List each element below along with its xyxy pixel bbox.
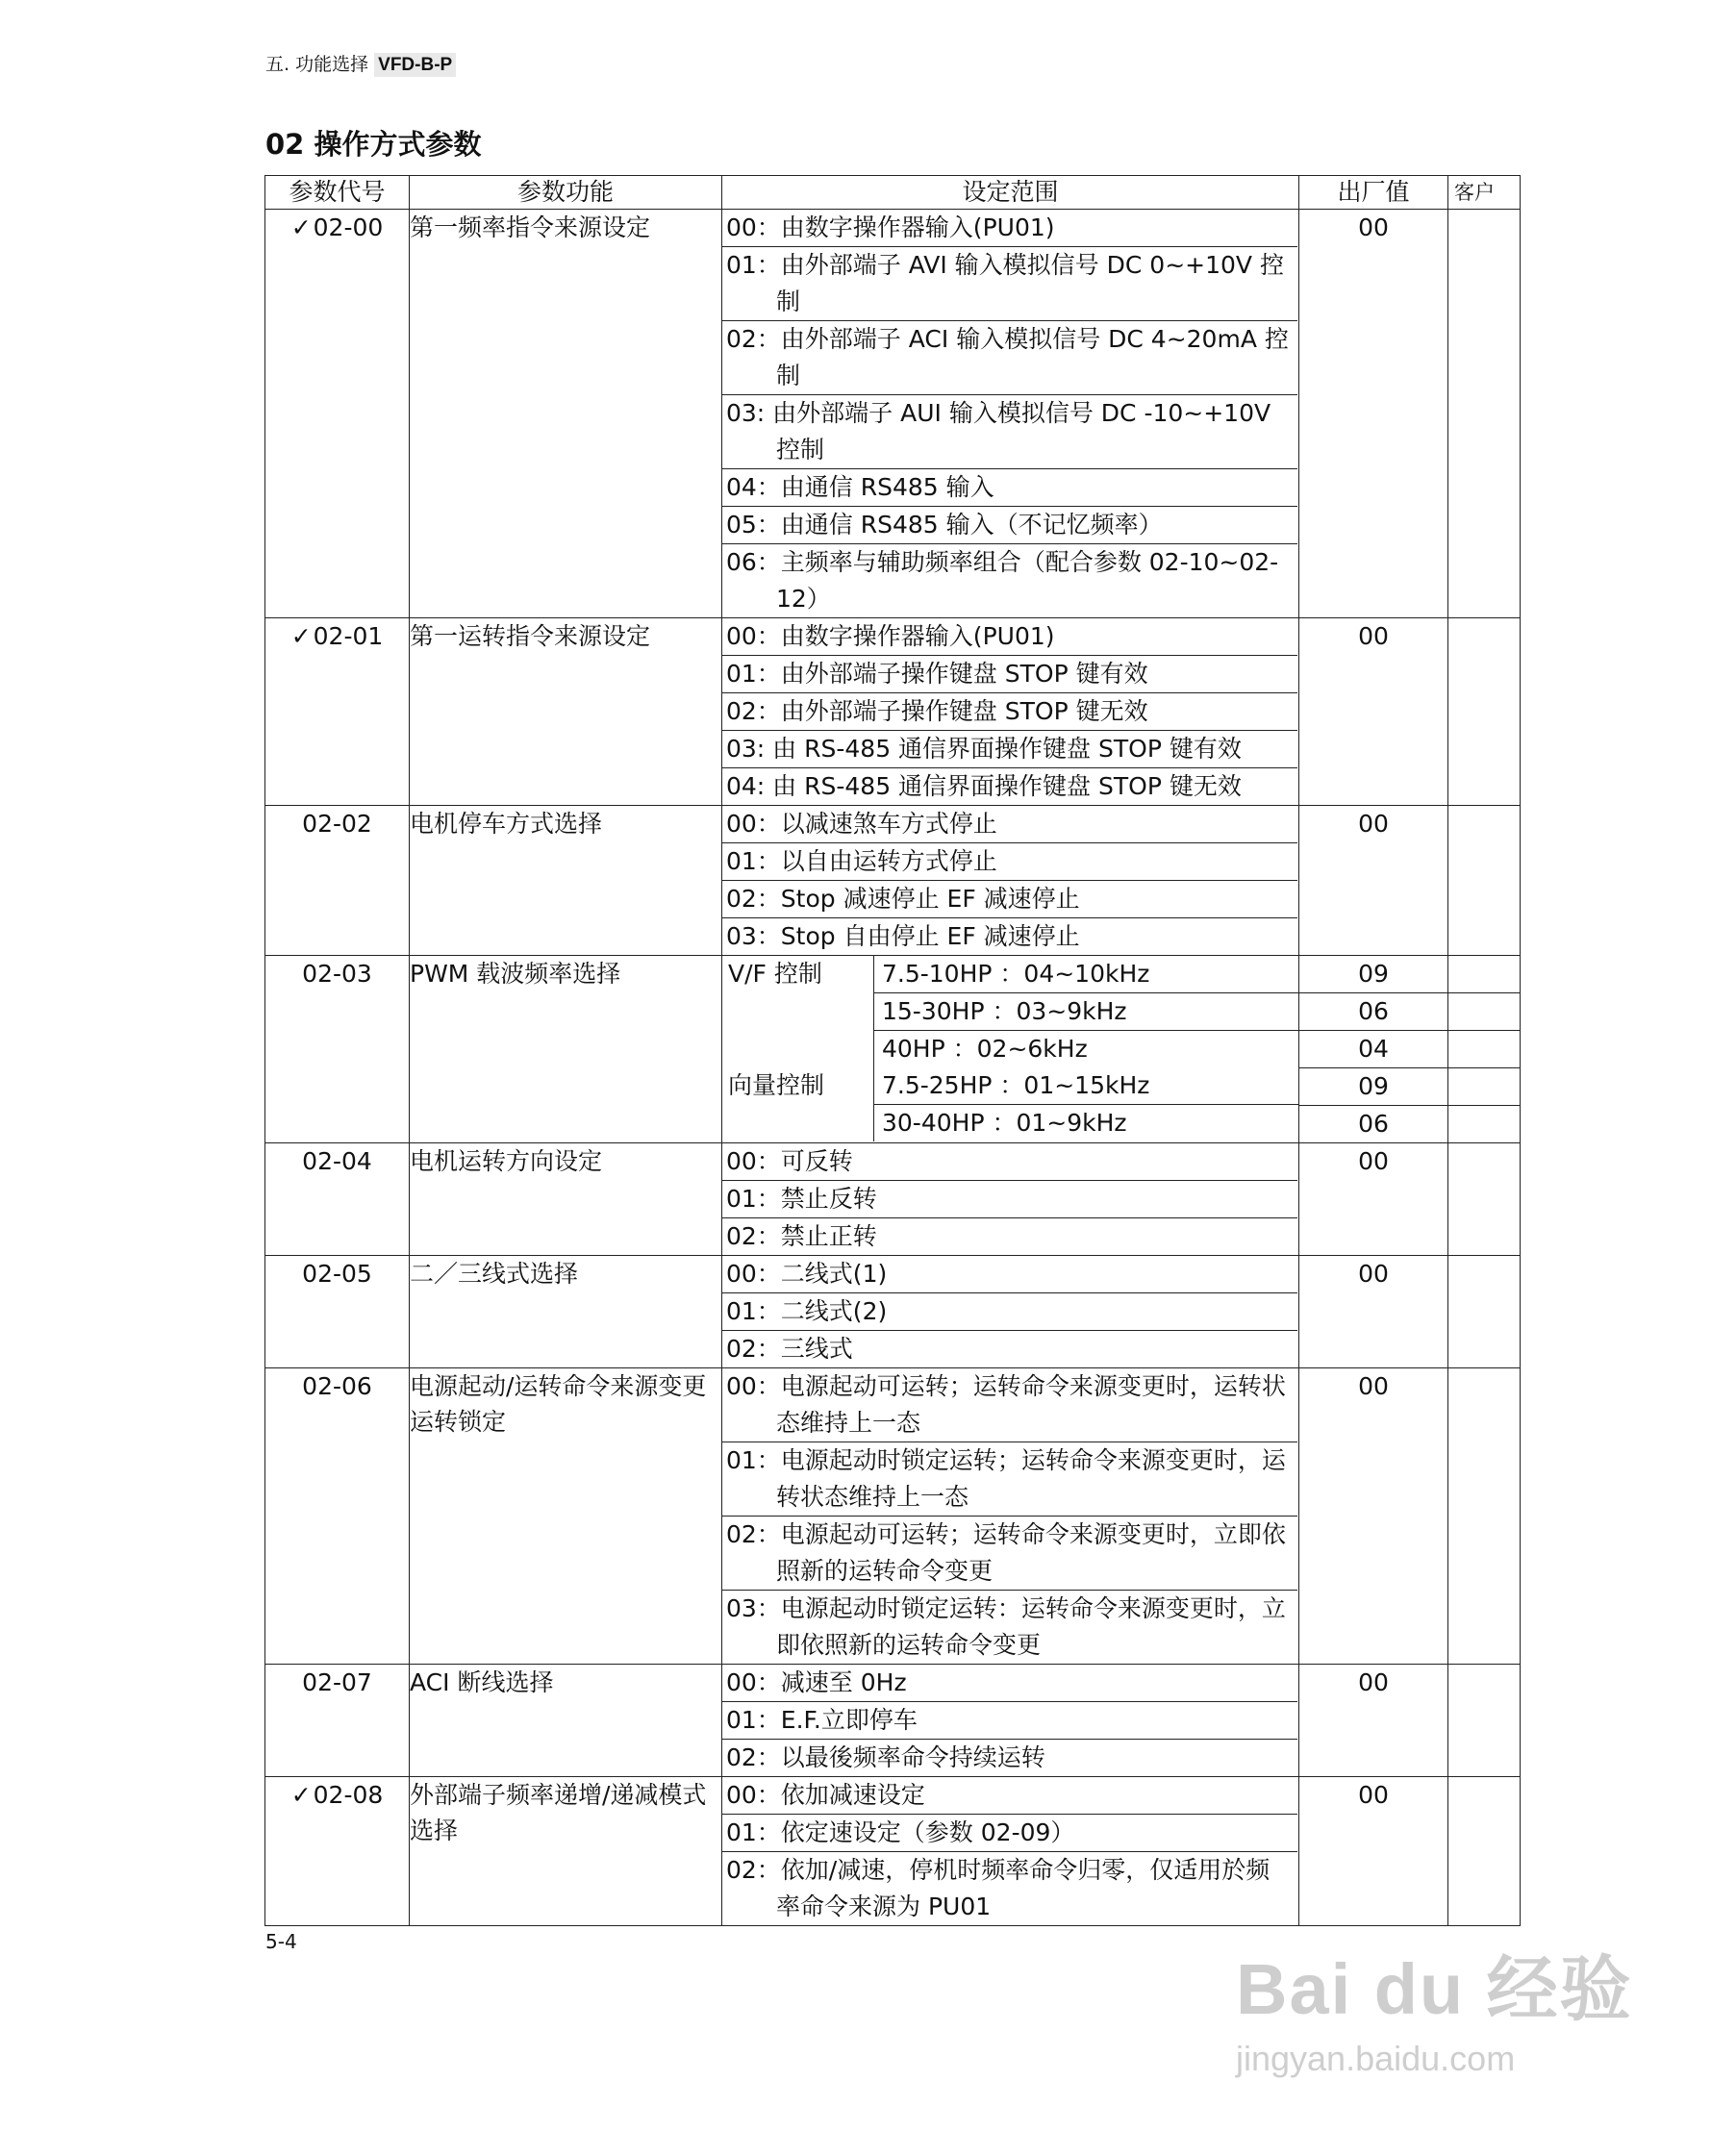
carrier-range: 40HP ：02~6kHz	[882, 1035, 1088, 1063]
param-code-text: 02-02	[302, 810, 372, 838]
param-range	[722, 210, 1299, 618]
range-option: 01：由外部端子操作键盘 STOP 键有效	[722, 656, 1297, 693]
param-function: 第一频率指令来源设定	[410, 210, 722, 618]
range-option: 03: 由 RS-485 通信界面操作键盘 STOP 键有效	[722, 731, 1297, 768]
table-header-row	[265, 176, 1521, 210]
param-factory-value: 00	[1299, 618, 1448, 806]
param-code	[265, 618, 410, 806]
param-range	[722, 956, 1299, 1143]
range-option: 02：依加/减速，停机时频率命令归零，仅适用於频率命令来源为 PU01	[726, 1856, 1271, 1920]
param-range	[722, 1368, 1299, 1665]
factory-value: 09	[1299, 956, 1447, 993]
param-code-text: 02-08	[313, 1781, 384, 1809]
customer-value	[1448, 210, 1521, 618]
range-option: 01：电源起动时锁定运转；运转命令来源变更时，运转状态维持上一态	[722, 1442, 1297, 1517]
range-option: 00：由数字操作器输入(PU01)	[722, 618, 1297, 656]
customer-value	[1448, 956, 1521, 1143]
customer-cell	[1448, 993, 1520, 1031]
param-code-text: 02-06	[302, 1372, 372, 1400]
page-header	[265, 50, 456, 76]
range-option: 03：电源起动时锁定运转：运转命令来源变更时，立即依照新的运转命令变更	[726, 1594, 1286, 1659]
table-row	[265, 806, 1521, 956]
runtime-editable-icon: ✓	[290, 622, 312, 650]
table-row	[265, 1665, 1521, 1777]
page-number: 5-4	[265, 1930, 297, 1953]
param-code	[265, 1665, 410, 1777]
table-row	[265, 210, 1521, 618]
runtime-editable-icon: ✓	[290, 1781, 312, 1809]
header-model: VFD-B-P	[374, 53, 456, 77]
parameter-table	[264, 175, 1521, 1926]
param-function: 第一运转指令来源设定	[410, 618, 722, 806]
param-function: 电源起动/运转命令来源变更运转锁定	[410, 1368, 722, 1665]
param-range	[722, 618, 1299, 806]
param-code-text: 02-00	[313, 213, 384, 241]
customer-cell	[1448, 1106, 1520, 1142]
customer-value	[1448, 1665, 1521, 1777]
range-option: 02：电源起动可运转；运转命令来源变更时，立即依照新的运转命令变更	[722, 1517, 1297, 1591]
param-code-text: 02-01	[313, 622, 384, 650]
customer-value	[1448, 806, 1521, 956]
watermark-url: jingyan.baidu.com	[1236, 2039, 1516, 2078]
param-factory-value: 00	[1299, 1665, 1448, 1777]
column-header-range: 设定范围	[722, 176, 1299, 210]
param-factory-value	[1299, 956, 1448, 1143]
range-option: 00：依加减速设定	[722, 1777, 1297, 1815]
range-option: 02：禁止正转	[726, 1222, 877, 1250]
header-section: 五. 功能选择	[265, 54, 369, 75]
table-row	[265, 618, 1521, 806]
param-factory-value: 00	[1299, 1368, 1448, 1665]
param-code	[265, 210, 410, 618]
customer-cell	[1448, 956, 1520, 993]
range-option: 01：由外部端子 AVI 输入模拟信号 DC 0~+10V 控制	[722, 247, 1297, 321]
range-option: 04：由通信 RS485 输入	[722, 469, 1297, 507]
param-function: 电机运转方向设定	[410, 1143, 722, 1256]
param-code	[265, 1256, 410, 1368]
param-function: 外部端子频率递增/递减模式选择	[410, 1777, 722, 1926]
range-option: 02：以最後频率命令持续运转	[726, 1743, 1045, 1771]
factory-value: 09	[1299, 1068, 1447, 1106]
range-option: 02：由外部端子 ACI 输入模拟信号 DC 4~20mA 控制	[722, 321, 1297, 395]
page-title: 02 操作方式参数	[265, 128, 482, 161]
range-option: 04: 由 RS-485 通信界面操作键盘 STOP 键无效	[726, 772, 1242, 800]
vector-control-group	[722, 1067, 1298, 1141]
column-header-function: 参数功能	[410, 176, 722, 210]
param-range	[722, 806, 1299, 956]
customer-cell	[1448, 1031, 1520, 1068]
param-function: ACI 断线选择	[410, 1665, 722, 1777]
runtime-editable-icon: ✓	[290, 213, 312, 241]
param-range	[722, 1777, 1299, 1926]
range-option: 02：Stop 减速停止 EF 减速停止	[722, 881, 1297, 918]
customer-cell	[1448, 1068, 1520, 1106]
customer-value	[1448, 618, 1521, 806]
range-option: 00：减速至 0Hz	[722, 1665, 1297, 1702]
param-code-text: 02-03	[302, 960, 372, 988]
param-factory-value: 00	[1299, 1256, 1448, 1368]
param-range	[722, 1256, 1299, 1368]
column-header-code: 参数代号	[265, 176, 410, 210]
carrier-range: 7.5-25HP ：01~15kHz	[874, 1067, 1298, 1105]
watermark-logo: Bai du 经验	[1236, 1949, 1633, 2029]
customer-value	[1448, 1143, 1521, 1256]
column-header-factory: 出厂值	[1299, 176, 1448, 210]
table-row	[265, 956, 1521, 1143]
range-option: 00：二线式(1)	[722, 1256, 1297, 1293]
range-option: 01：禁止反转	[722, 1181, 1297, 1218]
range-option: 02：三线式	[726, 1335, 853, 1363]
param-code	[265, 1143, 410, 1256]
param-code	[265, 806, 410, 956]
param-function: 二／三线式选择	[410, 1256, 722, 1368]
table-row	[265, 1256, 1521, 1368]
table-row	[265, 1368, 1521, 1665]
factory-value: 06	[1358, 1110, 1389, 1138]
param-factory-value: 00	[1299, 210, 1448, 618]
customer-value	[1448, 1256, 1521, 1368]
range-option: 03: 由外部端子 AUI 输入模拟信号 DC -10~+10V 控制	[722, 395, 1297, 469]
range-option: 00：电源起动可运转；运转命令来源变更时，运转状态维持上一态	[722, 1368, 1297, 1442]
param-range	[722, 1665, 1299, 1777]
vf-control-group	[722, 956, 1298, 1067]
customer-value	[1448, 1777, 1521, 1926]
param-function: PWM 载波频率选择	[410, 956, 722, 1143]
carrier-range: 7.5-10HP ：04~10kHz	[874, 956, 1298, 993]
range-option: 00：可反转	[722, 1143, 1297, 1181]
table-row	[265, 1777, 1521, 1926]
range-option: 01：以自由运转方式停止	[722, 843, 1297, 881]
param-factory-value: 00	[1299, 1777, 1448, 1926]
param-function: 电机停车方式选择	[410, 806, 722, 956]
range-option: 00：以减速煞车方式停止	[722, 806, 1297, 843]
range-option: 06：主频率与辅助频率组合（配合参数 02-10~02-12）	[726, 548, 1279, 613]
param-range	[722, 1143, 1299, 1256]
customer-value	[1448, 1368, 1521, 1665]
range-option: 00：由数字操作器输入(PU01)	[722, 210, 1297, 247]
param-code	[265, 1777, 410, 1926]
range-option: 01：二线式(2)	[722, 1293, 1297, 1331]
table-row	[265, 1143, 1521, 1256]
factory-value: 04	[1299, 1031, 1447, 1068]
param-code-text: 02-04	[302, 1147, 372, 1175]
param-code-text: 02-07	[302, 1668, 372, 1696]
vf-control-label: V/F 控制	[722, 956, 874, 1067]
range-option: 02：由外部端子操作键盘 STOP 键无效	[722, 693, 1297, 731]
column-header-customer: 客户	[1448, 176, 1521, 210]
param-factory-value: 00	[1299, 1143, 1448, 1256]
param-factory-value: 00	[1299, 806, 1448, 956]
range-option: 05：由通信 RS485 输入（不记忆频率）	[722, 507, 1297, 544]
range-option: 01：依定速设定（参数 02-09）	[722, 1815, 1297, 1852]
carrier-range: 30-40HP ：01~9kHz	[882, 1109, 1127, 1137]
factory-value: 06	[1299, 993, 1447, 1031]
carrier-range: 15-30HP ：03~9kHz	[874, 993, 1298, 1031]
vector-control-label: 向量控制	[722, 1067, 874, 1141]
baidu-watermark	[1236, 1933, 1633, 2079]
range-option: 01：E.F.立即停车	[722, 1702, 1297, 1740]
param-code-text: 02-05	[302, 1260, 372, 1288]
range-option: 03：Stop 自由停止 EF 减速停止	[726, 922, 1080, 950]
param-code	[265, 1368, 410, 1665]
param-code	[265, 956, 410, 1143]
